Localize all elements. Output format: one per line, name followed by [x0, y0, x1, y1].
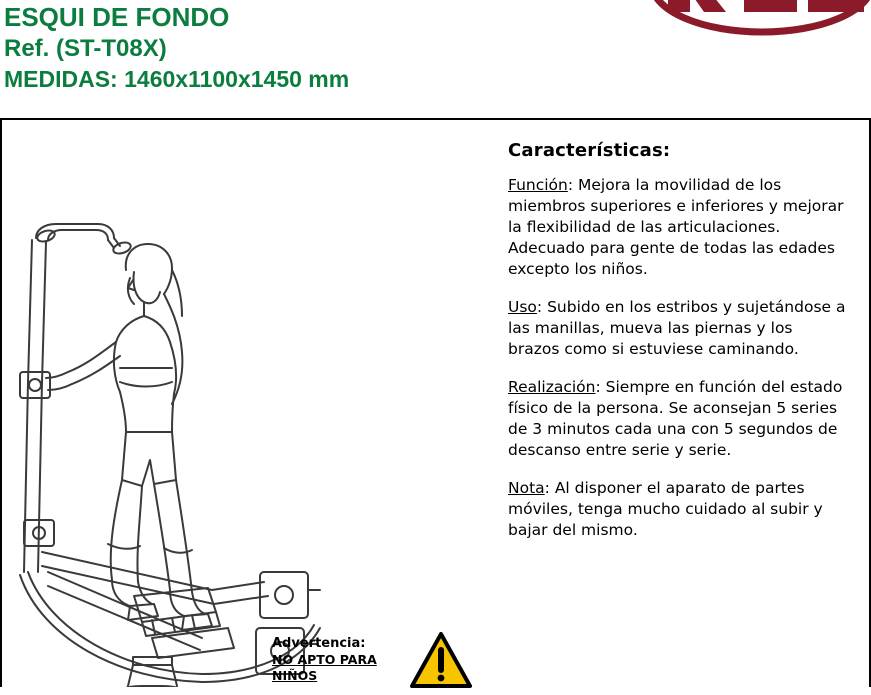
section-funcion — [508, 175, 848, 280]
section-realizacion-text: Siempre en función del estado físico de la persona. Se aconsejan 5 series de 3 minutos cada una con 5 segundos de descanso entre serie y serie. — [508, 378, 843, 459]
warning-label — [272, 636, 404, 684]
product-dimensions: MEDIDAS: 1460x1100x1450 mm — [4, 66, 350, 92]
characteristics-section — [508, 140, 848, 558]
section-uso-label: Uso — [508, 298, 537, 316]
section-uso-text: Subido en los estribos y sujetándose a las manillas, mueva las piernas y los brazos como si estuviese caminando. — [508, 298, 846, 358]
section-nota-label: Nota — [508, 479, 545, 497]
product-reference: Ref. (ST-T08X) — [4, 35, 167, 62]
section-uso — [508, 297, 848, 360]
page-title: ESQUI DE FONDO — [4, 2, 230, 32]
warning-block — [272, 632, 472, 687]
characteristics-heading: Características: — [508, 140, 671, 161]
company-logo — [648, 0, 871, 58]
title-block — [4, 2, 564, 95]
section-nota-separator: : — [544, 479, 555, 497]
warning-subtitle: NO APTO PARA NIÑOS — [272, 652, 377, 683]
section-realizacion-separator: : — [595, 378, 606, 396]
cross-country-ski-machine-illustration — [2, 120, 472, 687]
section-funcion-label: Función — [508, 176, 568, 194]
section-nota-text: Al disponer el aparato de partes móviles, tenga mucho cuidado al subir y bajar del mismo. — [508, 479, 823, 539]
section-realizacion — [508, 377, 848, 461]
section-realizacion-label: Realización — [508, 378, 596, 396]
section-uso-separator: : — [536, 298, 548, 316]
section-nota — [508, 478, 848, 541]
document-header — [0, 0, 871, 118]
warning-triangle-icon — [410, 632, 472, 690]
section-funcion-separator: : — [567, 176, 579, 194]
warning-title: Advertencia: — [272, 636, 366, 651]
section-funcion-text: Mejora la movilidad de los miembros superiores e inferiores y mejorar la flexibilidad de las articulaciones. Adecuado para gente de todas las edades excepto los niños. — [508, 176, 844, 278]
